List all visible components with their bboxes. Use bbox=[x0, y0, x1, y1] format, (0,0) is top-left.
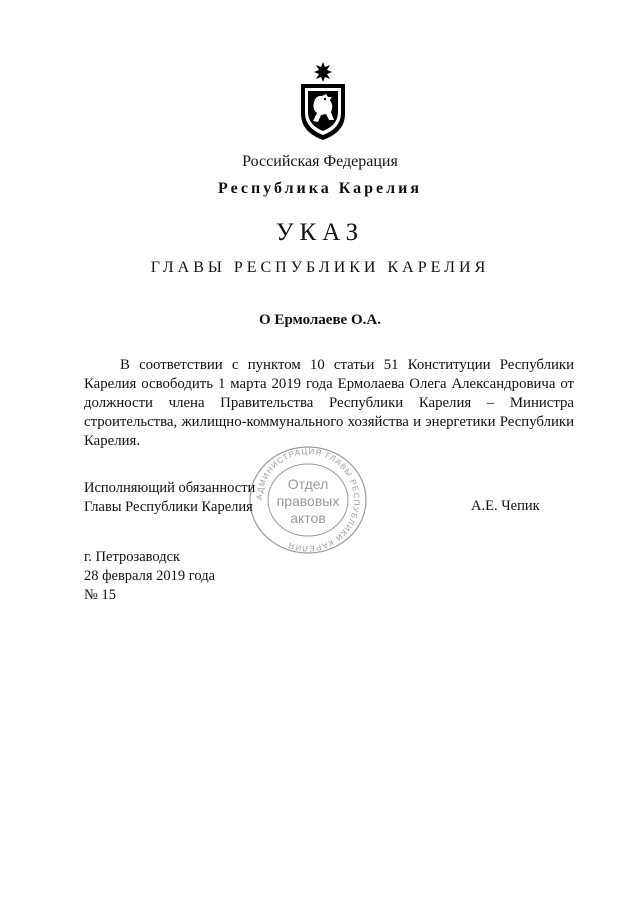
signatory-title-line1: Исполняющий обязанности bbox=[84, 480, 256, 496]
decree-subject: О Ермолаеве О.А. bbox=[259, 312, 381, 328]
stamp-line1: Отдел bbox=[287, 476, 329, 492]
stamp-line3: актов bbox=[290, 510, 326, 526]
decree-title: УКАЗ bbox=[275, 219, 365, 246]
republic-name: Республика Карелия bbox=[218, 180, 422, 197]
karelia-coat-of-arms-icon bbox=[296, 62, 350, 140]
date: 28 февраля 2019 года bbox=[84, 568, 216, 584]
signatory-title bbox=[84, 479, 255, 517]
place-date-number bbox=[84, 548, 215, 605]
country-name: Российская Федерация bbox=[242, 153, 398, 170]
city: г. Петрозаводск bbox=[84, 549, 181, 565]
signatory-name: А.Е. Чепик bbox=[471, 498, 540, 514]
issuer-title: ГЛАВЫ РЕСПУБЛИКИ КАРЕЛИЯ bbox=[150, 259, 490, 276]
stamp-text bbox=[247, 476, 369, 527]
signatory-title-line2: Главы Республики Карелия bbox=[84, 499, 253, 515]
stamp-ring-text: АДМИНИСТРАЦИЯ ГЛАВЫ РЕСПУБЛИКИ КАРЕЛИЯ bbox=[254, 446, 362, 554]
decree-body: В соответствии с пунктом 10 статьи 51 Конституции Республики Карелия освободить 1 марта 2019 года Ермолаева Олега Александровича от должности члена Правительства Республики Карелия – Министра строительства, жилищно-коммунального хозяйства и энергетики Республики Карелия. bbox=[84, 357, 574, 449]
stamp-line2: правовых bbox=[276, 493, 340, 509]
decree-number: № 15 bbox=[84, 587, 116, 603]
